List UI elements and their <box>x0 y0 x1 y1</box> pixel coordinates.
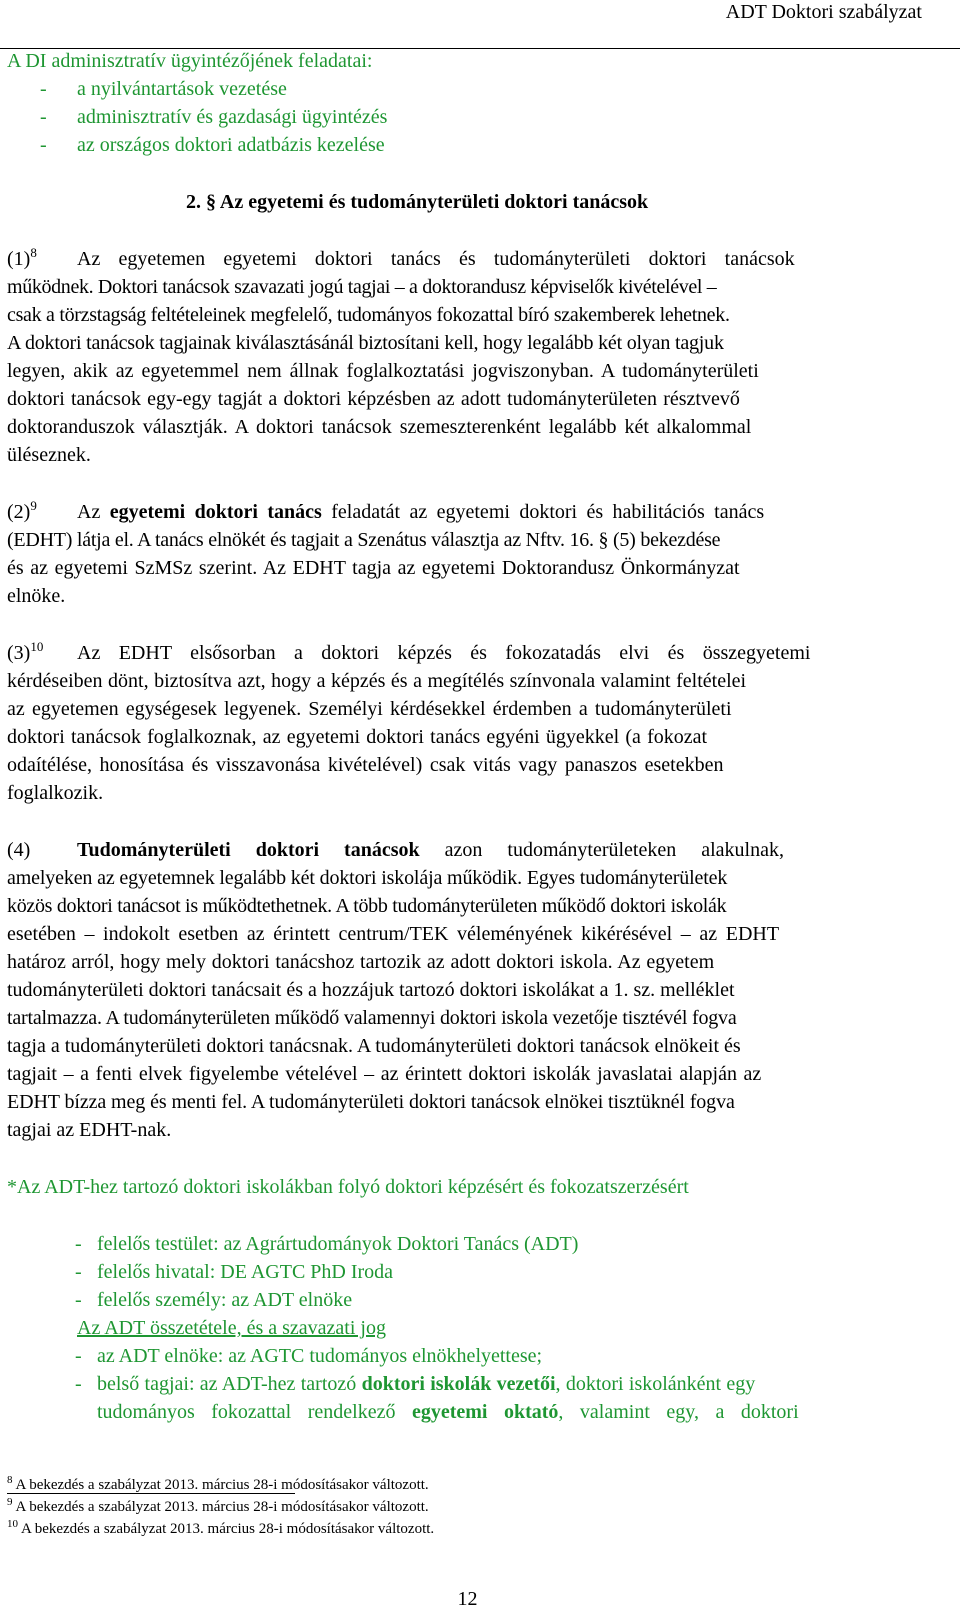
para1-line: legyen, akik az egyetemmel nem állnak foglalkoztatási jogviszonyban. A tudományterületi <box>7 360 759 382</box>
admin-task-item: adminisztratív és gazdasági ügyintézés <box>77 106 388 128</box>
adt-composition-title: Az ADT összetétele, és a szavazati jog <box>77 1317 386 1339</box>
para-number: (3) <box>7 642 31 664</box>
dash-marker: - <box>40 78 47 100</box>
para4-line: tagjait – a fenti elvek figyelembe vételével – az érintett doktori iskolák javaslatai alapján az <box>7 1063 762 1085</box>
para2-text: Az <box>77 501 101 523</box>
adt-member-text: , valamint egy, a doktori <box>558 1401 799 1423</box>
dash-marker: - <box>75 1289 82 1311</box>
para1-line: doktoranduszok választják. A doktori tanácsok szemeszterenként legalább két alkalommal <box>7 416 752 438</box>
adt-list-item: felelős személy: az ADT elnöke <box>97 1289 353 1311</box>
adt-member-text: , doktori iskolánként egy <box>555 1373 756 1395</box>
footnote-number: 9 <box>7 1496 13 1508</box>
para1-line: A doktori tanácsok tagjainak kiválasztásánál biztosítani kell, hogy legalább két olyan tagjuk <box>7 332 724 354</box>
footnote-number: 8 <box>7 1474 13 1486</box>
para3-marker <box>7 641 43 665</box>
adt-list-item: felelős testület: az Agrártudományok Doktori Tanács (ADT) <box>97 1233 579 1255</box>
footnote-ref: 8 <box>30 245 37 260</box>
footnote-text: A bekezdés a szabályzat 2013. március 28-i módosításakor változott. <box>20 1521 435 1537</box>
adt-bold-term: doktori iskolák vezetői <box>361 1373 556 1395</box>
para1-line: doktori tanácsok egy-egy tagját a doktori képzésben az adott tudományterületen résztvevő <box>7 388 740 410</box>
adt-member-text: tudományos fokozattal rendelkező <box>97 1401 396 1423</box>
adt-member-item <box>97 1372 755 1396</box>
dash-marker: - <box>40 106 47 128</box>
admin-task-item: az országos doktori adatbázis kezelése <box>77 134 385 156</box>
running-header: ADT Doktori szabályzat <box>725 1 922 23</box>
para3-line: az egyetemen egységesek legyenek. Személyi kérdésekkel érdemben a tudományterületi <box>7 698 732 720</box>
para4-line: tudományterületi doktori tanácsait és a hozzájuk tartozó doktori iskolákat a 1. sz. melléklet <box>7 979 735 1001</box>
para3-line: kérdéseiben dönt, biztosítva azt, hogy a képzés és a megítélés színvonala valamint feltételei <box>7 670 747 692</box>
adt-member-item-cont <box>97 1400 799 1424</box>
para3-line: Az EDHT elsősorban a doktori képzés és fokozatadás elvi és összegyetemi <box>77 642 811 664</box>
adt-bold-term: egyetemi oktató <box>411 1401 559 1423</box>
adt-list-item: felelős hivatal: DE AGTC PhD Iroda <box>97 1261 394 1283</box>
footnote-number: 10 <box>7 1518 18 1530</box>
footnote <box>7 1476 429 1494</box>
dash-marker: - <box>75 1233 82 1255</box>
section-title: 2. § Az egyetemi és tudományterületi doktori tanácsok <box>186 191 649 213</box>
para4-text: azon tudományterületeken alakulnak, <box>444 839 784 861</box>
para1-line <box>77 247 930 271</box>
adt-member-text: belső tagjai: az ADT-hez tartozó <box>97 1373 357 1395</box>
adt-member-item: az ADT elnöke: az AGTC tudományos elnökhelyettese; <box>97 1345 543 1367</box>
para4-line: közös doktori tanácsot is működtethetnek. A több tudományterületen működő doktori iskolák <box>7 895 727 917</box>
footnote <box>7 1498 429 1516</box>
dash-marker: - <box>75 1373 82 1395</box>
para4-line: tagjai az EDHT-nak. <box>7 1119 172 1141</box>
para2-line <box>77 500 764 524</box>
para2-bold-term: egyetemi doktori tanács <box>109 501 322 523</box>
page-number: 12 <box>457 1588 478 1610</box>
para2-line: (EDHT) látja el. A tanács elnökét és tagjait a Szenátus választja az Nftv. 16. § (5) bekezdése <box>7 529 721 551</box>
para4-marker: (4) <box>7 839 31 861</box>
para3-line: odaítélése, honosítása és visszavonása kivételével) csak vitás vagy panaszos esetekben <box>7 754 724 776</box>
para4-line: tagja a tudományterületi doktori tanácsnak. A tudományterületi doktori tanácsok elnökeit és <box>7 1035 741 1057</box>
para3-line: foglalkozik. <box>7 782 104 804</box>
footnote-text: A bekezdés a szabályzat 2013. március 28-i módosításakor változott. <box>15 1477 429 1493</box>
dash-marker: - <box>75 1261 82 1283</box>
para1-text: Az egyetemen egyetemi doktori tanács és tudományterületi doktori tanácsok <box>77 248 795 270</box>
para1-line: működnek. Doktori tanácsok szavazati jogú tagjai – a doktorandusz képviselők kivételével – <box>7 276 717 298</box>
admin-tasks-heading: A DI adminisztratív ügyintézőjének feladatai: <box>7 50 373 72</box>
para1-line: üléseznek. <box>7 444 91 466</box>
para4-line: EDHT bízza meg és menti fel. A tudományterületi doktori tanácsok elnökei tisztüknél fogva <box>7 1091 735 1113</box>
para2-line: elnöke. <box>7 585 66 607</box>
para4-line: tartalmazza. A tudományterületen működő valamennyi doktori iskola vezetője tisztévél fogva <box>7 1007 737 1029</box>
footnote-text: A bekezdés a szabályzat 2013. március 28-i módosításakor változott. <box>15 1499 429 1515</box>
para2-text: feladatát az egyetemi doktori és habilitációs tanács <box>331 501 765 523</box>
dash-marker: - <box>40 134 47 156</box>
para4-line: határoz arról, hogy mely doktori tanácshoz tartozik az adott doktori iskola. Az egyetem <box>7 951 715 973</box>
footnote-ref: 10 <box>30 639 44 654</box>
para2-line: és az egyetemi SzMSz szerint. Az EDHT tagja az egyetemi Doktorandusz Önkormányzat <box>7 557 740 579</box>
para1-marker <box>7 247 37 271</box>
dash-marker: - <box>75 1345 82 1367</box>
footnote <box>7 1520 434 1538</box>
para4-line: amelyeken az egyetemnek legalább két doktori iskolája működik. Egyes tudományterületek <box>7 867 728 889</box>
para2-marker <box>7 500 37 524</box>
para1-line: csak a törzstagság feltételeinek megfelelő, tudományos fokozattal bíró szakemberek lehetnek. <box>7 304 730 326</box>
footnote-ref: 9 <box>30 498 37 513</box>
para4-bold-term: Tudományterületi doktori tanácsok <box>77 839 420 861</box>
para4-line: esetében – indokolt esetben az érintett centrum/TEK véleményének kikérésével – az EDHT <box>7 923 780 945</box>
para3-line: doktori tanácsok foglalkoznak, az egyetemi doktori tanács egyéni ügyekkel (a fokozat <box>7 726 708 748</box>
para4-line <box>77 838 784 862</box>
para-number: (1) <box>7 248 31 270</box>
admin-task-item: a nyilvántartások vezetése <box>77 78 287 100</box>
adt-heading: *Az ADT-hez tartozó doktori iskolákban folyó doktori képzésért és fokozatszerzésért <box>7 1176 689 1198</box>
para-number: (2) <box>7 501 31 523</box>
